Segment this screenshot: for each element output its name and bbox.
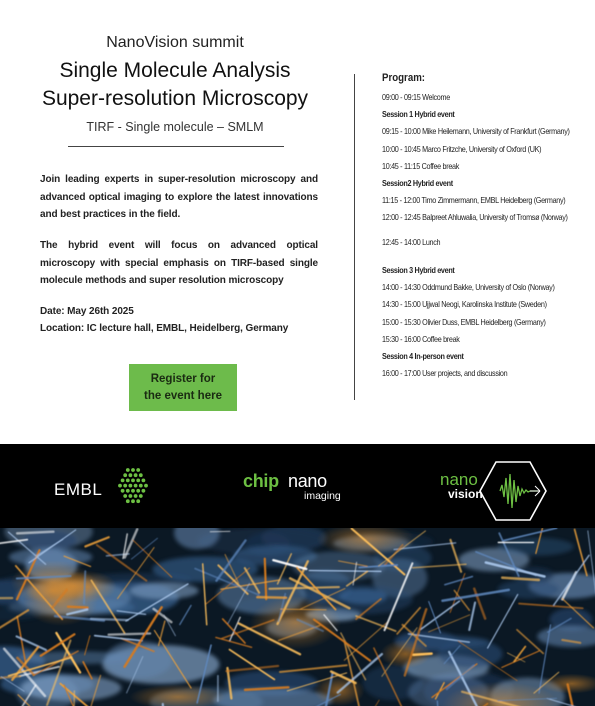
event-location: Location: IC lecture hall, EMBL, Heidelberg, Germany (40, 323, 289, 334)
embl-logo-text: EMBL (54, 480, 103, 499)
program-item: 12:00 - 12:45 Balpreet Ahluwalia, University of Tromsø (Norway) (382, 213, 568, 223)
chipnano-logo-chip: chip (243, 471, 279, 491)
program-item: 10:45 - 11:15 Coffee break (382, 161, 460, 171)
event-date: Date: May 26th 2025 (40, 306, 134, 317)
microscopy-image (0, 528, 595, 706)
nanovision-logo-vision: vision (448, 487, 483, 501)
intro-paragraph: Join leading experts in super-resolution microscopy and advanced optical imaging to explore the latest innovations and best practices in the field. (40, 174, 318, 220)
embl-hexagon-dots-icon (116, 466, 156, 506)
program-item: 11:15 - 12:00 Timo Zimmermann, EMBL Heidelberg (Germany) (382, 196, 566, 206)
program-group-1 (382, 89, 570, 227)
program-title: Program: (382, 72, 426, 84)
program-session-header: Session2 Hybrid event (382, 179, 453, 189)
register-label-line2: the event here (144, 389, 222, 402)
column-divider (354, 74, 355, 400)
chipnano-logo-tagline: imaging (304, 490, 341, 502)
program-item: 15:30 - 16:00 Coffee break (382, 334, 460, 344)
program-item: 09:15 - 10:00 Mike Heilemann, University of Frankfurt (Germany) (382, 127, 570, 137)
program-lunch: 12:45 - 14:00 Lunch (382, 238, 441, 247)
program-session-header: Session 1 Hybrid event (382, 110, 455, 120)
event-title-line1: Single Molecule Analysis (59, 59, 291, 82)
hybrid-paragraph: The hybrid event will focus on advanced optical microscopy with special emphasis on TIRF-based single molecule methods and super resolution microscopy (40, 240, 318, 286)
event-title-line2: Super-resolution Microscopy (41, 87, 309, 110)
chipnano-logo-nano: nano (288, 471, 327, 491)
program-item: 10:00 - 10:45 Marco Fritzche, University of Oxford (UK) (382, 144, 542, 154)
program-item: 16:00 - 17:00 User projects, and discussion (382, 369, 508, 379)
fluorescence-cells-illustration (0, 528, 595, 706)
event-kicker: NanoVision summit (106, 34, 244, 51)
register-label-line1: Register for (150, 372, 216, 385)
program-item: 14:30 - 15:00 Ujjwal Neogi, Karolinska Institute (Sweden) (382, 300, 547, 310)
title-divider (68, 146, 284, 147)
nanovision-hexagon-wave-icon (478, 460, 548, 522)
nanovision-logo-nano: nano (440, 470, 478, 489)
program-session-header: Session 4 In-person event (382, 352, 464, 362)
program-session-header: Session 3 Hybrid event (382, 266, 455, 275)
program-item: 14:00 - 14:30 Oddmund Bakke, University of Oslo (Norway) (382, 283, 555, 293)
program-item: 09:00 - 09:15 Welcome (382, 93, 450, 102)
event-subtitle: TIRF - Single molecule – SMLM (86, 120, 264, 134)
program-group-2 (382, 262, 567, 382)
register-button[interactable] (129, 364, 237, 411)
program-item: 15:00 - 15:30 Olivier Duss, EMBL Heidelberg (Germany) (382, 317, 546, 327)
